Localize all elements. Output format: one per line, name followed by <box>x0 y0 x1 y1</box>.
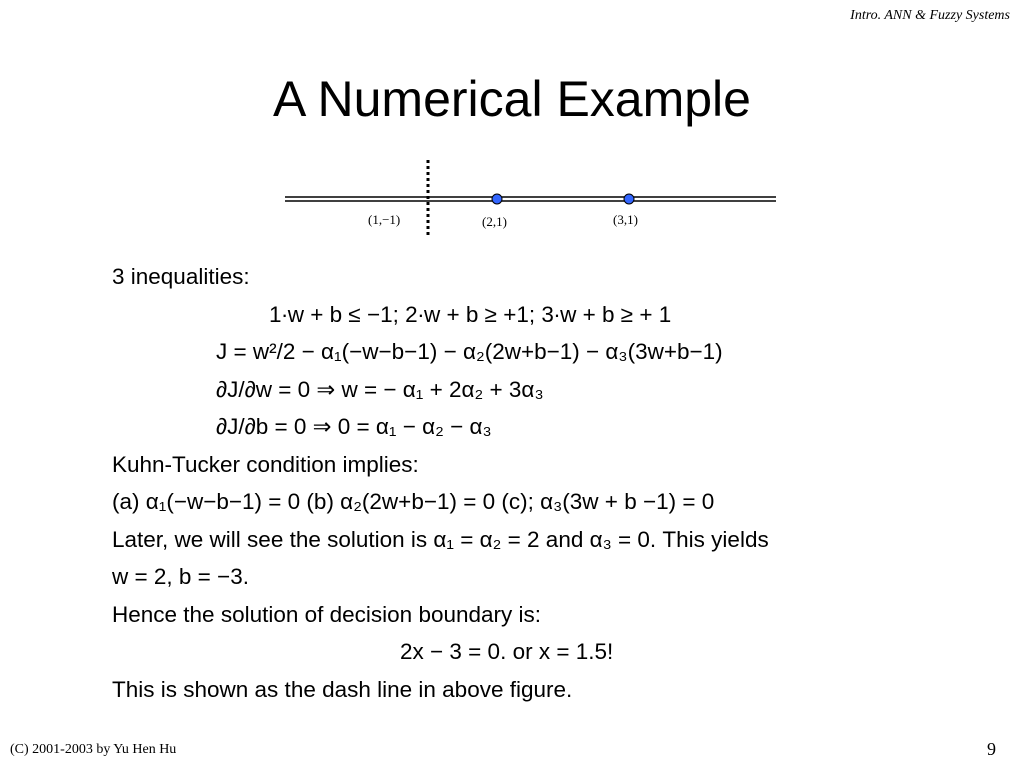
inequalities-line: 1∙w + b ≤ −1; 2∙w + b ≥ +1; 3∙w + b ≥ + 1 <box>269 301 672 327</box>
page-number: 9 <box>987 739 996 759</box>
text-line: 3 inequalities: <box>112 264 250 289</box>
data-point-3-1 <box>624 194 634 204</box>
boundary-equation-line: 2x − 3 = 0. or x = 1.5! <box>400 639 614 664</box>
point-label-3-1: (3,1) <box>613 212 638 227</box>
text-line: This is shown as the dash line in above figure. <box>112 676 573 702</box>
derivative-b-line: ∂J/∂b = 0 ⇒ 0 = α₁ − α₂ − α₃ <box>216 414 492 439</box>
copyright-footer: (C) 2001-2003 by Yu Hen Hu <box>10 742 177 757</box>
text-line: w = 2, b = −3. <box>112 564 249 589</box>
slide-title: A Numerical Example <box>273 71 751 127</box>
course-header: Intro. ANN & Fuzzy Systems <box>850 8 1010 23</box>
number-line-figure <box>270 155 790 245</box>
text-line: Kuhn-Tucker condition implies: <box>112 451 419 477</box>
slide-body <box>112 258 992 708</box>
lagrangian-line: J = w²/2 − α₁(−w−b−1) − α₂(2w+b−1) − α₃(3w+b−1) <box>216 339 723 364</box>
point-label-2-1: (2,1) <box>482 214 507 229</box>
text-line: Later, we will see the solution is α₁ = α₂ = 2 and α₃ = 0. This yields <box>112 526 769 552</box>
point-label-1-neg1: (1,−1) <box>368 212 401 227</box>
data-point-2-1 <box>492 194 502 204</box>
kkt-conditions-line: (a) α₁(−w−b−1) = 0 (b) α₂(2w+b−1) = 0 (c); α₃(3w + b −1) = 0 <box>112 489 715 514</box>
text-line: Hence the solution of decision boundary is: <box>112 601 542 627</box>
derivative-w-line: ∂J/∂w = 0 ⇒ w = − α₁ + 2α₂ + 3α₃ <box>216 376 544 402</box>
